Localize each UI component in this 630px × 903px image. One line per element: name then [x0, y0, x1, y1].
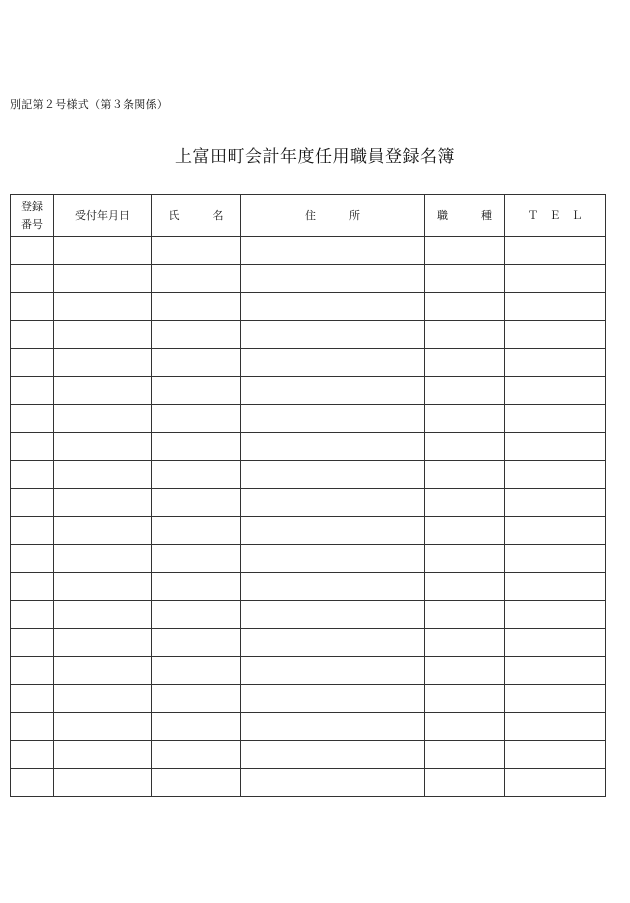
cell-address: [241, 685, 425, 713]
cell-address: [241, 573, 425, 601]
cell-date: [54, 769, 152, 797]
cell-number: [11, 629, 54, 657]
table-row: [11, 629, 606, 657]
cell-tel: [505, 713, 606, 741]
cell-address: [241, 517, 425, 545]
cell-number: [11, 349, 54, 377]
cell-tel: [505, 377, 606, 405]
cell-name: [152, 433, 241, 461]
cell-tel: [505, 349, 606, 377]
cell-tel: [505, 237, 606, 265]
cell-address: [241, 293, 425, 321]
cell-tel: [505, 293, 606, 321]
cell-tel: [505, 657, 606, 685]
cell-date: [54, 713, 152, 741]
cell-name: [152, 321, 241, 349]
cell-date: [54, 489, 152, 517]
table-row: [11, 377, 606, 405]
cell-name: [152, 461, 241, 489]
cell-number: [11, 433, 54, 461]
cell-job: [425, 349, 505, 377]
cell-job: [425, 741, 505, 769]
cell-tel: [505, 601, 606, 629]
cell-date: [54, 377, 152, 405]
table-row: [11, 769, 606, 797]
cell-tel: [505, 405, 606, 433]
cell-address: [241, 405, 425, 433]
cell-date: [54, 237, 152, 265]
document-title: 上富田町会計年度任用職員登録名簿: [175, 147, 455, 167]
cell-date: [54, 685, 152, 713]
cell-number: [11, 293, 54, 321]
table-row: [11, 741, 606, 769]
cell-name: [152, 517, 241, 545]
cell-number: [11, 517, 54, 545]
cell-date: [54, 741, 152, 769]
cell-number: [11, 545, 54, 573]
table-row: [11, 573, 606, 601]
cell-address: [241, 321, 425, 349]
cell-number: [11, 405, 54, 433]
cell-date: [54, 461, 152, 489]
cell-address: [241, 489, 425, 517]
cell-number: [11, 461, 54, 489]
cell-job: [425, 489, 505, 517]
cell-address: [241, 349, 425, 377]
cell-tel: [505, 265, 606, 293]
cell-job: [425, 657, 505, 685]
cell-job: [425, 601, 505, 629]
table-row: [11, 237, 606, 265]
cell-job: [425, 433, 505, 461]
cell-name: [152, 405, 241, 433]
table-row: [11, 349, 606, 377]
roster-body: [11, 237, 606, 797]
form-number-note: 別記第２号様式（第３条関係）: [10, 98, 169, 111]
cell-date: [54, 629, 152, 657]
cell-number: [11, 713, 54, 741]
table-row: [11, 321, 606, 349]
cell-name: [152, 545, 241, 573]
cell-date: [54, 601, 152, 629]
cell-date: [54, 545, 152, 573]
cell-job: [425, 461, 505, 489]
table-row: [11, 405, 606, 433]
cell-tel: [505, 685, 606, 713]
cell-address: [241, 657, 425, 685]
table-row: [11, 601, 606, 629]
table-row: [11, 293, 606, 321]
col-header-address: 住 所: [241, 195, 425, 237]
cell-date: [54, 349, 152, 377]
cell-job: [425, 769, 505, 797]
cell-name: [152, 377, 241, 405]
table-row: [11, 489, 606, 517]
cell-number: [11, 685, 54, 713]
cell-job: [425, 265, 505, 293]
cell-date: [54, 405, 152, 433]
cell-number: [11, 377, 54, 405]
cell-number: [11, 321, 54, 349]
table-row: [11, 657, 606, 685]
cell-number: [11, 769, 54, 797]
cell-name: [152, 769, 241, 797]
cell-date: [54, 657, 152, 685]
cell-address: [241, 433, 425, 461]
cell-name: [152, 265, 241, 293]
cell-job: [425, 685, 505, 713]
cell-name: [152, 573, 241, 601]
cell-address: [241, 377, 425, 405]
cell-tel: [505, 321, 606, 349]
col-header-job-type: 職 種: [425, 195, 505, 237]
cell-date: [54, 573, 152, 601]
cell-name: [152, 349, 241, 377]
cell-date: [54, 265, 152, 293]
table-row: [11, 685, 606, 713]
cell-job: [425, 573, 505, 601]
cell-job: [425, 405, 505, 433]
cell-address: [241, 237, 425, 265]
col-header-registration-number: 登録 番号: [11, 195, 54, 237]
cell-number: [11, 741, 54, 769]
cell-name: [152, 237, 241, 265]
cell-name: [152, 489, 241, 517]
cell-address: [241, 629, 425, 657]
cell-name: [152, 713, 241, 741]
col-header-tel: Ｔ Ｅ Ｌ: [505, 195, 606, 237]
cell-number: [11, 237, 54, 265]
header-row: [11, 195, 606, 237]
cell-job: [425, 321, 505, 349]
cell-tel: [505, 573, 606, 601]
table-row: [11, 545, 606, 573]
cell-job: [425, 237, 505, 265]
table-row: [11, 265, 606, 293]
cell-tel: [505, 769, 606, 797]
cell-tel: [505, 433, 606, 461]
table-row: [11, 713, 606, 741]
cell-job: [425, 517, 505, 545]
cell-number: [11, 657, 54, 685]
cell-number: [11, 265, 54, 293]
col-header-reception-date: 受付年月日: [54, 195, 152, 237]
table-row: [11, 461, 606, 489]
cell-address: [241, 461, 425, 489]
cell-name: [152, 741, 241, 769]
cell-job: [425, 713, 505, 741]
cell-tel: [505, 489, 606, 517]
cell-name: [152, 293, 241, 321]
cell-date: [54, 321, 152, 349]
cell-name: [152, 629, 241, 657]
cell-tel: [505, 629, 606, 657]
cell-name: [152, 657, 241, 685]
cell-number: [11, 573, 54, 601]
cell-name: [152, 601, 241, 629]
cell-date: [54, 517, 152, 545]
cell-tel: [505, 517, 606, 545]
cell-address: [241, 769, 425, 797]
cell-name: [152, 685, 241, 713]
cell-address: [241, 265, 425, 293]
cell-tel: [505, 741, 606, 769]
cell-job: [425, 377, 505, 405]
cell-address: [241, 545, 425, 573]
col-header-name: 氏 名: [152, 195, 241, 237]
cell-job: [425, 629, 505, 657]
cell-job: [425, 293, 505, 321]
cell-address: [241, 741, 425, 769]
cell-date: [54, 293, 152, 321]
table-row: [11, 517, 606, 545]
cell-number: [11, 489, 54, 517]
registration-roster-table: [10, 194, 606, 797]
cell-tel: [505, 545, 606, 573]
cell-address: [241, 713, 425, 741]
cell-job: [425, 545, 505, 573]
cell-number: [11, 601, 54, 629]
cell-tel: [505, 461, 606, 489]
cell-address: [241, 601, 425, 629]
table-row: [11, 433, 606, 461]
cell-date: [54, 433, 152, 461]
